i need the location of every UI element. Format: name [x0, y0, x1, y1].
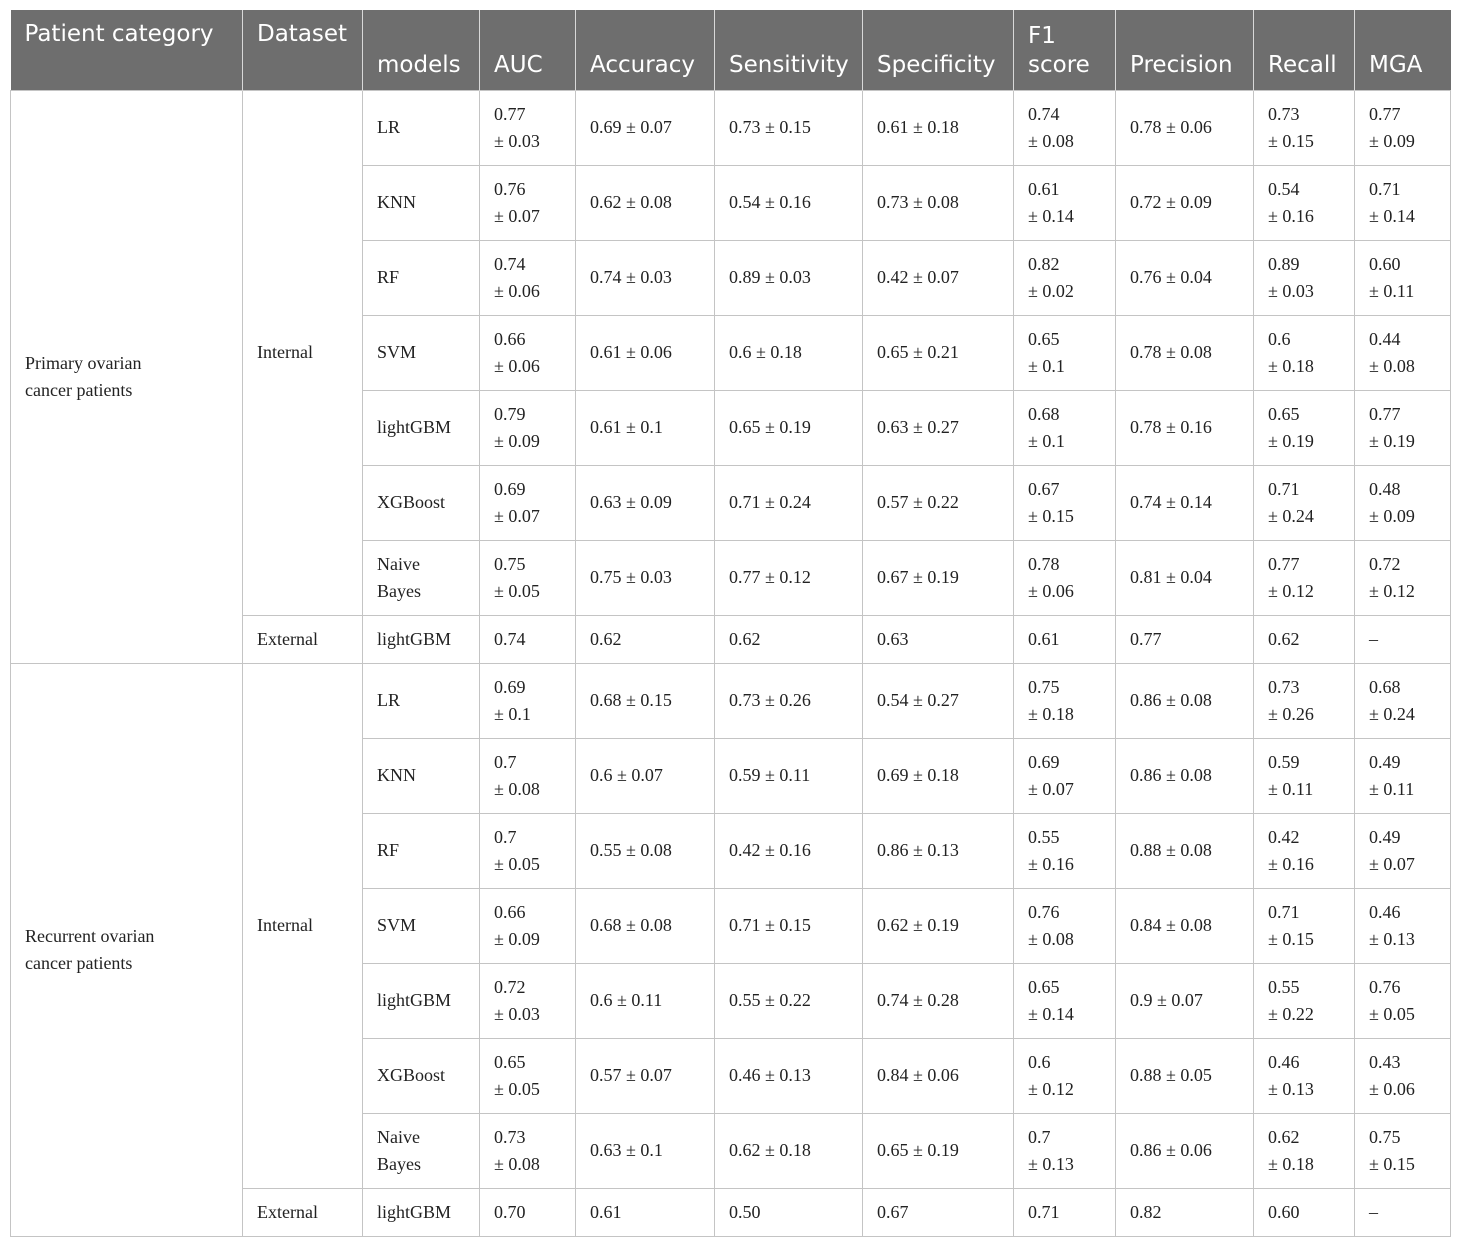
auc-cell: 0.70 [480, 1189, 576, 1237]
f1-cell: 0.65 ± 0.1 [1014, 316, 1116, 391]
model-cell: KNN [363, 166, 480, 241]
accuracy-cell: 0.6 ± 0.07 [576, 739, 715, 814]
patient-category-cell: Primary ovarian cancer patients [11, 91, 243, 664]
mga-cell: 0.60 ± 0.11 [1355, 241, 1451, 316]
recall-cell: 0.54 ± 0.16 [1254, 166, 1355, 241]
specificity-cell: 0.65 ± 0.21 [863, 316, 1014, 391]
recall-cell: 0.71 ± 0.24 [1254, 466, 1355, 541]
precision-cell: 0.74 ± 0.14 [1116, 466, 1254, 541]
precision-cell: 0.72 ± 0.09 [1116, 166, 1254, 241]
f1-cell: 0.74 ± 0.08 [1014, 91, 1116, 166]
recall-cell: 0.73 ± 0.15 [1254, 91, 1355, 166]
auc-cell: 0.7 ± 0.05 [480, 814, 576, 889]
specificity-cell: 0.62 ± 0.19 [863, 889, 1014, 964]
f1-cell: 0.76 ± 0.08 [1014, 889, 1116, 964]
header-recall: Recall [1254, 10, 1355, 91]
sensitivity-cell: 0.54 ± 0.16 [715, 166, 863, 241]
model-cell: RF [363, 241, 480, 316]
accuracy-cell: 0.61 ± 0.1 [576, 391, 715, 466]
precision-cell: 0.9 ± 0.07 [1116, 964, 1254, 1039]
sensitivity-cell: 0.71 ± 0.15 [715, 889, 863, 964]
specificity-cell: 0.69 ± 0.18 [863, 739, 1014, 814]
precision-cell: 0.86 ± 0.08 [1116, 739, 1254, 814]
sensitivity-cell: 0.50 [715, 1189, 863, 1237]
sensitivity-cell: 0.55 ± 0.22 [715, 964, 863, 1039]
f1-cell: 0.61 [1014, 616, 1116, 664]
accuracy-cell: 0.69 ± 0.07 [576, 91, 715, 166]
mga-cell: 0.43 ± 0.06 [1355, 1039, 1451, 1114]
mga-cell: 0.77 ± 0.09 [1355, 91, 1451, 166]
header-models: models [363, 10, 480, 91]
sensitivity-cell: 0.42 ± 0.16 [715, 814, 863, 889]
specificity-cell: 0.57 ± 0.22 [863, 466, 1014, 541]
precision-cell: 0.88 ± 0.05 [1116, 1039, 1254, 1114]
mga-cell: 0.77 ± 0.19 [1355, 391, 1451, 466]
precision-cell: 0.88 ± 0.08 [1116, 814, 1254, 889]
specificity-cell: 0.73 ± 0.08 [863, 166, 1014, 241]
mga-cell: 0.48 ± 0.09 [1355, 466, 1451, 541]
model-cell: lightGBM [363, 391, 480, 466]
sensitivity-cell: 0.71 ± 0.24 [715, 466, 863, 541]
model-cell: lightGBM [363, 964, 480, 1039]
specificity-cell: 0.63 ± 0.27 [863, 391, 1014, 466]
auc-cell: 0.66 ± 0.06 [480, 316, 576, 391]
auc-cell: 0.69 ± 0.07 [480, 466, 576, 541]
header-sensitivity: Sensitivity [715, 10, 863, 91]
f1-cell: 0.69 ± 0.07 [1014, 739, 1116, 814]
specificity-cell: 0.86 ± 0.13 [863, 814, 1014, 889]
precision-cell: 0.77 [1116, 616, 1254, 664]
specificity-cell: 0.61 ± 0.18 [863, 91, 1014, 166]
recall-cell: 0.62 ± 0.18 [1254, 1114, 1355, 1189]
specificity-cell: 0.65 ± 0.19 [863, 1114, 1014, 1189]
model-cell: Naive Bayes [363, 1114, 480, 1189]
precision-cell: 0.78 ± 0.08 [1116, 316, 1254, 391]
precision-cell: 0.78 ± 0.16 [1116, 391, 1254, 466]
recall-cell: 0.73 ± 0.26 [1254, 664, 1355, 739]
sensitivity-cell: 0.73 ± 0.26 [715, 664, 863, 739]
auc-cell: 0.79 ± 0.09 [480, 391, 576, 466]
header-mga: MGA [1355, 10, 1451, 91]
f1-cell: 0.6 ± 0.12 [1014, 1039, 1116, 1114]
f1-cell: 0.65 ± 0.14 [1014, 964, 1116, 1039]
sensitivity-cell: 0.89 ± 0.03 [715, 241, 863, 316]
table-row [11, 664, 1451, 739]
table-row [11, 91, 1451, 166]
f1-cell: 0.82 ± 0.02 [1014, 241, 1116, 316]
recall-cell: 0.6 ± 0.18 [1254, 316, 1355, 391]
header-specificity: Specificity [863, 10, 1014, 91]
f1-cell: 0.68 ± 0.1 [1014, 391, 1116, 466]
recall-cell: 0.89 ± 0.03 [1254, 241, 1355, 316]
sensitivity-cell: 0.46 ± 0.13 [715, 1039, 863, 1114]
sensitivity-cell: 0.62 [715, 616, 863, 664]
accuracy-cell: 0.61 [576, 1189, 715, 1237]
recall-cell: 0.60 [1254, 1189, 1355, 1237]
specificity-cell: 0.42 ± 0.07 [863, 241, 1014, 316]
accuracy-cell: 0.62 ± 0.08 [576, 166, 715, 241]
model-cell: KNN [363, 739, 480, 814]
model-cell: LR [363, 664, 480, 739]
f1-cell: 0.7 ± 0.13 [1014, 1114, 1116, 1189]
patient-category-cell: Recurrent ovarian cancer patients [11, 664, 243, 1237]
model-cell: RF [363, 814, 480, 889]
f1-cell: 0.55 ± 0.16 [1014, 814, 1116, 889]
recall-cell: 0.62 [1254, 616, 1355, 664]
f1-cell: 0.67 ± 0.15 [1014, 466, 1116, 541]
auc-cell: 0.7 ± 0.08 [480, 739, 576, 814]
model-cell: XGBoost [363, 1039, 480, 1114]
results-table [10, 10, 1451, 1237]
mga-cell: 0.71 ± 0.14 [1355, 166, 1451, 241]
accuracy-cell: 0.55 ± 0.08 [576, 814, 715, 889]
auc-cell: 0.66 ± 0.09 [480, 889, 576, 964]
table-body [11, 91, 1451, 1237]
header-precision: Precision [1116, 10, 1254, 91]
sensitivity-cell: 0.59 ± 0.11 [715, 739, 863, 814]
precision-cell: 0.78 ± 0.06 [1116, 91, 1254, 166]
sensitivity-cell: 0.6 ± 0.18 [715, 316, 863, 391]
model-cell: XGBoost [363, 466, 480, 541]
model-cell: lightGBM [363, 1189, 480, 1237]
auc-cell: 0.76 ± 0.07 [480, 166, 576, 241]
specificity-cell: 0.74 ± 0.28 [863, 964, 1014, 1039]
mga-cell: 0.49 ± 0.07 [1355, 814, 1451, 889]
accuracy-cell: 0.75 ± 0.03 [576, 541, 715, 616]
dataset-cell: Internal [243, 91, 363, 616]
precision-cell: 0.82 [1116, 1189, 1254, 1237]
header-row [11, 10, 1451, 91]
f1-cell: 0.71 [1014, 1189, 1116, 1237]
specificity-cell: 0.67 [863, 1189, 1014, 1237]
accuracy-cell: 0.68 ± 0.08 [576, 889, 715, 964]
sensitivity-cell: 0.65 ± 0.19 [715, 391, 863, 466]
mga-cell: 0.44 ± 0.08 [1355, 316, 1451, 391]
accuracy-cell: 0.63 ± 0.1 [576, 1114, 715, 1189]
sensitivity-cell: 0.62 ± 0.18 [715, 1114, 863, 1189]
recall-cell: 0.77 ± 0.12 [1254, 541, 1355, 616]
mga-cell: 0.46 ± 0.13 [1355, 889, 1451, 964]
mga-cell: 0.76 ± 0.05 [1355, 964, 1451, 1039]
mga-cell: 0.49 ± 0.11 [1355, 739, 1451, 814]
precision-cell: 0.86 ± 0.08 [1116, 664, 1254, 739]
recall-cell: 0.65 ± 0.19 [1254, 391, 1355, 466]
header-f1-score: F1 score [1014, 10, 1116, 91]
sensitivity-cell: 0.73 ± 0.15 [715, 91, 863, 166]
f1-cell: 0.78 ± 0.06 [1014, 541, 1116, 616]
model-cell: LR [363, 91, 480, 166]
recall-cell: 0.71 ± 0.15 [1254, 889, 1355, 964]
header-auc: AUC [480, 10, 576, 91]
precision-cell: 0.76 ± 0.04 [1116, 241, 1254, 316]
precision-cell: 0.86 ± 0.06 [1116, 1114, 1254, 1189]
specificity-cell: 0.63 [863, 616, 1014, 664]
specificity-cell: 0.54 ± 0.27 [863, 664, 1014, 739]
dataset-cell: Internal [243, 664, 363, 1189]
dataset-cell: External [243, 616, 363, 664]
accuracy-cell: 0.74 ± 0.03 [576, 241, 715, 316]
recall-cell: 0.46 ± 0.13 [1254, 1039, 1355, 1114]
mga-cell: – [1355, 616, 1451, 664]
header-dataset: Dataset [243, 10, 363, 91]
mga-cell: – [1355, 1189, 1451, 1237]
auc-cell: 0.74 [480, 616, 576, 664]
f1-cell: 0.75 ± 0.18 [1014, 664, 1116, 739]
recall-cell: 0.55 ± 0.22 [1254, 964, 1355, 1039]
recall-cell: 0.42 ± 0.16 [1254, 814, 1355, 889]
model-cell: Naive Bayes [363, 541, 480, 616]
auc-cell: 0.74 ± 0.06 [480, 241, 576, 316]
accuracy-cell: 0.57 ± 0.07 [576, 1039, 715, 1114]
precision-cell: 0.81 ± 0.04 [1116, 541, 1254, 616]
accuracy-cell: 0.62 [576, 616, 715, 664]
mga-cell: 0.72 ± 0.12 [1355, 541, 1451, 616]
auc-cell: 0.73 ± 0.08 [480, 1114, 576, 1189]
f1-cell: 0.61 ± 0.14 [1014, 166, 1116, 241]
auc-cell: 0.75 ± 0.05 [480, 541, 576, 616]
auc-cell: 0.69 ± 0.1 [480, 664, 576, 739]
accuracy-cell: 0.68 ± 0.15 [576, 664, 715, 739]
header-patient-category: Patient category [11, 10, 243, 91]
specificity-cell: 0.67 ± 0.19 [863, 541, 1014, 616]
model-cell: SVM [363, 889, 480, 964]
model-cell: lightGBM [363, 616, 480, 664]
accuracy-cell: 0.6 ± 0.11 [576, 964, 715, 1039]
auc-cell: 0.77 ± 0.03 [480, 91, 576, 166]
auc-cell: 0.72 ± 0.03 [480, 964, 576, 1039]
auc-cell: 0.65 ± 0.05 [480, 1039, 576, 1114]
mga-cell: 0.68 ± 0.24 [1355, 664, 1451, 739]
model-cell: SVM [363, 316, 480, 391]
recall-cell: 0.59 ± 0.11 [1254, 739, 1355, 814]
sensitivity-cell: 0.77 ± 0.12 [715, 541, 863, 616]
precision-cell: 0.84 ± 0.08 [1116, 889, 1254, 964]
specificity-cell: 0.84 ± 0.06 [863, 1039, 1014, 1114]
dataset-cell: External [243, 1189, 363, 1237]
accuracy-cell: 0.63 ± 0.09 [576, 466, 715, 541]
mga-cell: 0.75 ± 0.15 [1355, 1114, 1451, 1189]
accuracy-cell: 0.61 ± 0.06 [576, 316, 715, 391]
header-accuracy: Accuracy [576, 10, 715, 91]
